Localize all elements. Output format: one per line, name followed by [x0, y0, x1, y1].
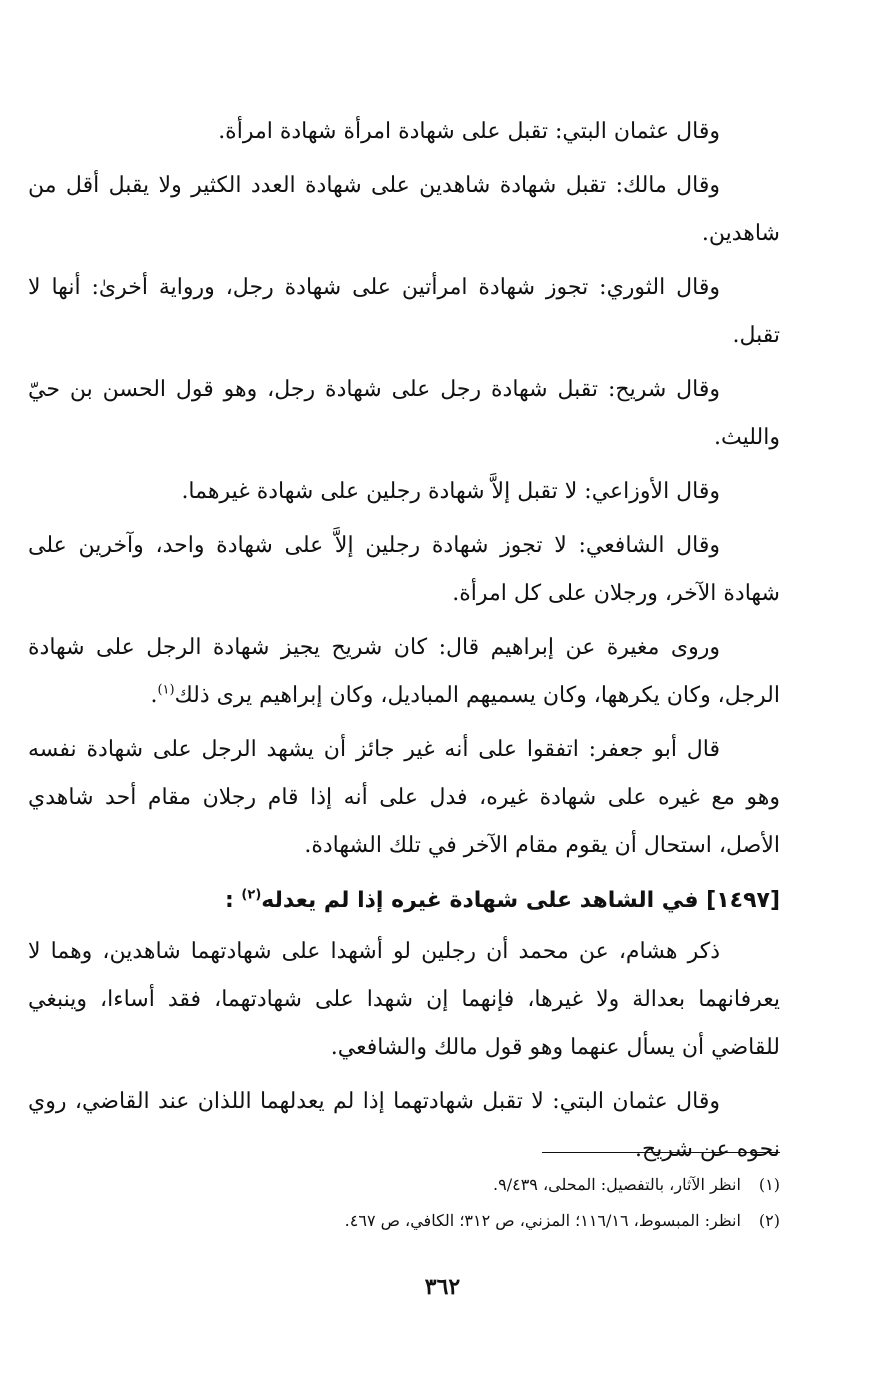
paragraph: وقال عثمان البتي: تقبل على شهادة امرأة شهادة امرأة. [218, 119, 720, 144]
main-text [28, 108, 780, 1180]
paragraph: ذكر هشام، عن محمد أن رجلين لو أشهدا على شهادتهما شاهدين، وهما لا يعرفانهما بعدالة ولا غيرها، فإنهما إن شهدا على شهادتهما، فقد أساءا، وينبغي للقاضي أن يسأل عنهما وهو قول مالك والشافعي. [28, 939, 780, 1060]
footnotes [28, 1152, 780, 1239]
paragraph: قال أبو جعفر: اتفقوا على أنه غير جائز أن يشهد الرجل على شهادة نفسه وهو مع غيره على شهادة غيره، فدل على أنه إذا قام رجلان مقام أحد شاهدي الأصل، استحال أن يقوم مقام الآخر في تلك الشهادة. [28, 737, 780, 858]
paragraph: وقال الأوزاعي: لا تقبل إلاَّ شهادة رجلين على شهادة غيرهما. [181, 479, 720, 504]
footnote-marker: (٢) [241, 887, 262, 903]
page-number: ٣٦٢ [424, 1274, 461, 1300]
footnote-text: انظر: المبسوط، ١١٦/١٦؛ المزني، ص ٣١٢؛ الكافي، ص ٤٦٧. [344, 1211, 741, 1230]
heading-colon: : [224, 888, 234, 913]
paragraph: وقال الثوري: تجوز شهادة امرأتين على شهادة رجل، ورواية أخرىٰ: أنها لا تقبل. [28, 275, 780, 348]
paragraph-with-footnote [28, 624, 780, 720]
section-heading [28, 876, 780, 926]
footnote-text: انظر الآثار، بالتفصيل: المحلى، ٩/٤٣٩. [493, 1175, 741, 1194]
paragraph: وقال الشافعي: لا تجوز شهادة رجلين إلاَّ على شهادة واحد، وآخرين على شهادة الآخر، ورجلان على كل امرأة. [28, 533, 780, 606]
paragraph: وقال شريح: تقبل شهادة رجل على شهادة رجل، وهو قول الحسن بن حيّ والليث. [28, 377, 780, 450]
footnote [28, 1167, 780, 1203]
footnote-divider [542, 1152, 780, 1153]
paragraph: وقال مالك: تقبل شهادة شاهدين على شهادة العدد الكثير ولا يقبل أقل من شاهدين. [28, 173, 780, 246]
paragraph-end-period: . [150, 683, 158, 708]
footnote-number: (١) [758, 1175, 780, 1194]
footnote [28, 1203, 780, 1239]
footnote-number: (٢) [758, 1211, 780, 1230]
section-number: [١٤٩٧] [706, 888, 780, 913]
paragraph: وقال عثمان البتي: لا تقبل شهادتهما إذا لم يعدلهما اللذان عند القاضي، روي نحوه عن شريح. [28, 1089, 780, 1162]
footnote-marker: (١) [157, 682, 175, 698]
section-title: في الشاهد على شهادة غيره إذا لم يعدله [261, 888, 699, 913]
paragraph-text: وروى مغيرة عن إبراهيم قال: كان شريح يجيز شهادة الرجل على شهادة الرجل، وكان يكرهها، وكان يسميهم المباديل، وكان إبراهيم يرى ذلك [28, 635, 780, 708]
